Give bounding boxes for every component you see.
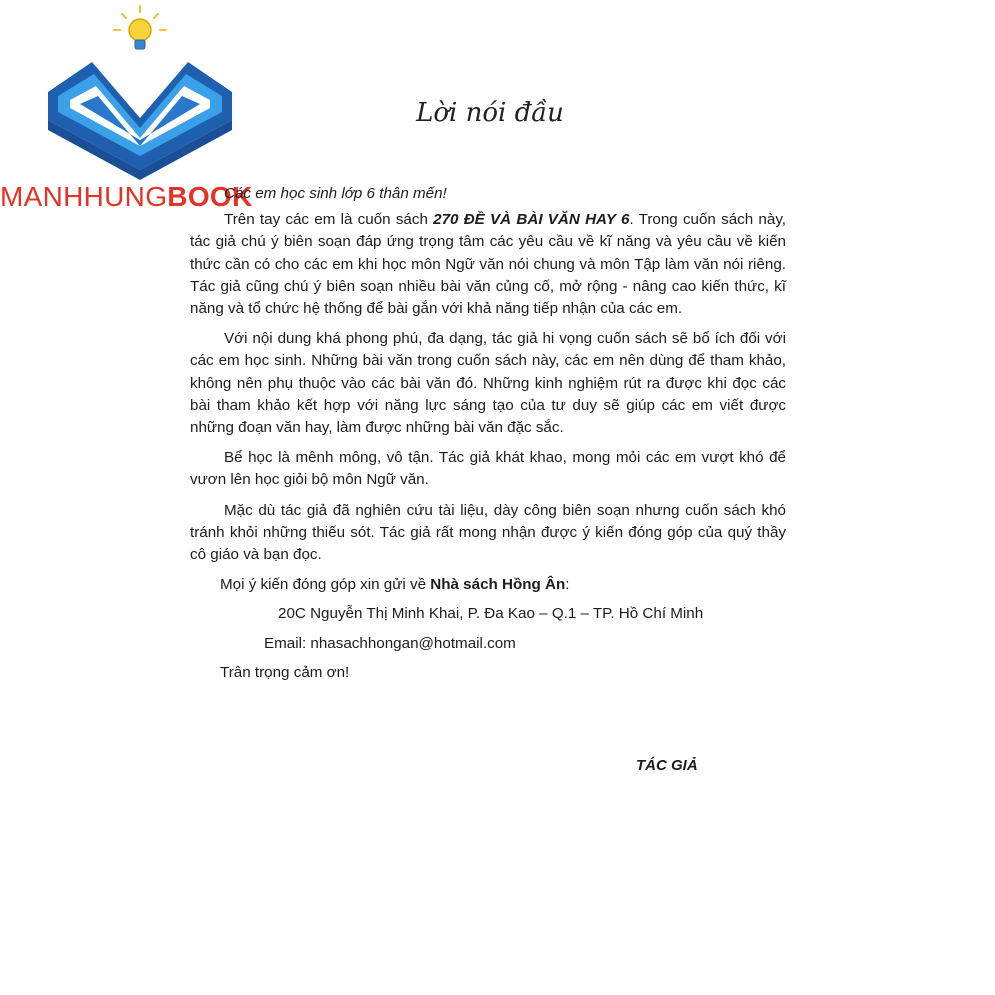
open-book-icon [0,0,300,190]
paragraph-1-start: Trên tay các em là cuốn sách [224,211,434,229]
publisher-address: 20C Nguyễn Thị Minh Khai, P. Đa Kao – Q.1 – TP. Hồ Chí Minh [278,605,704,623]
paragraph-2: Với nội dung khá phong phú, đa dạng, tác giả hi vọng cuốn sách sẽ bổ ích đối với các em học sinh. Những bài văn trong cuốn sách này, các em nên dùng để tham khảo, không nên phụ thuộc vào các bài văn đó. Những kinh nghiệm rút ra được khi đọc các bài tham khảo kết hợp với năng lực sáng tạo của tư duy sẽ giúp các em viết được những đoạn văn hay, làm được những bài văn đặc sắc. [190,330,786,437]
lightbulb-icon [114,6,166,49]
page-title: Lời nói đầu [416,98,564,128]
publisher-email: Email: nhasachhongan@hotmail.com [264,634,516,652]
paragraph-4: Mặc dù tác giả đã nghiên cứu tài liệu, dày công biên soạn nhưng cuốn sách khó tránh khỏi những thiếu sót. Tác giả rất mong nhận được ý kiến đóng góp của quý thầy cô giáo và bạn đọc. [190,501,786,564]
author-signature: TÁC GIẢ [636,757,698,774]
closing-thanks: Trân trọng cảm ơn! [220,663,350,681]
contact-colon: : [565,576,570,594]
brand-name-part2: BOOK [167,181,253,212]
paragraph-1-rest: . Trong cuốn sách này, tác giả chú ý biên soạn đáp ứng trọng tâm các yêu cầu về kĩ năng và yêu cầu về kiến thức cần có cho các em khi học môn Ngữ văn nói chung và môn Tập làm văn nói riêng. Tác giả cũng chú ý biên soạn nhiều bài văn củng cố, mở rộng - nâng cao kiến thức, kĩ năng và tổ chức hệ thống để bài gắn với khả năng tiếp nhận của các em. [190,211,787,318]
paragraph-1 [190,209,786,320]
book-title: 270 ĐỀ VÀ BÀI VĂN HAY 6 [433,211,630,229]
contact-line [190,574,786,596]
greeting: Các em học sinh lớp 6 thân mến! [224,185,447,202]
document-body [190,183,786,684]
paragraph-3: Bể học là mênh mông, vô tận. Tác giả khát khao, mong mỏi các em vượt khó để vươn lên học giỏi bộ môn Ngữ văn. [190,449,786,489]
brand-name-part1: MANHHUNG [0,181,168,212]
publisher-name: Nhà sách Hồng Ân [430,576,566,594]
contact-text: Mọi ý kiến đóng góp xin gửi về [220,576,431,594]
